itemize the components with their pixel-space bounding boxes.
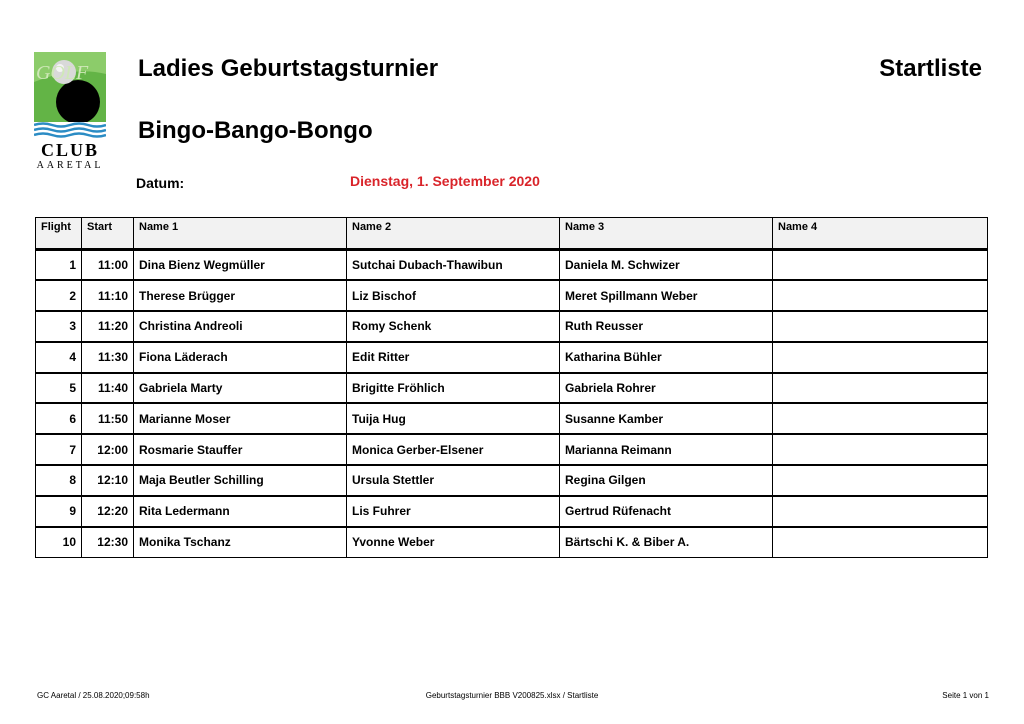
footer-author-timestamp: GC Aaretal / 25.08.2020;09:58h xyxy=(37,691,150,700)
name-4-cell xyxy=(773,342,988,373)
table-row xyxy=(36,280,988,311)
flight-cell: 2 xyxy=(36,280,82,311)
name-1-cell: Dina Bienz Wegmüller xyxy=(134,250,347,281)
column-header-name-1: Name 1 xyxy=(134,218,347,250)
table-row xyxy=(36,434,988,465)
footer-file-name: Geburtstagsturnier BBB V200825.xlsx / Startliste xyxy=(425,691,599,700)
name-4-cell xyxy=(773,373,988,404)
name-3-cell: Bärtschi K. & Biber A. xyxy=(560,527,773,558)
flight-cell: 6 xyxy=(36,403,82,434)
date-value: Dienstag, 1. September 2020 xyxy=(350,173,540,189)
column-header-name-3: Name 3 xyxy=(560,218,773,250)
name-2-cell: Sutchai Dubach-Thawibun xyxy=(347,250,560,281)
table-row xyxy=(36,311,988,342)
name-4-cell xyxy=(773,403,988,434)
name-4-cell xyxy=(773,311,988,342)
flight-cell: 3 xyxy=(36,311,82,342)
table-row xyxy=(36,342,988,373)
column-header-name-2: Name 2 xyxy=(347,218,560,250)
column-header-flight: Flight xyxy=(36,218,82,250)
name-1-cell: Christina Andreoli xyxy=(134,311,347,342)
table-row xyxy=(36,465,988,496)
start-time-cell: 12:00 xyxy=(82,434,134,465)
name-3-cell: Gabriela Rohrer xyxy=(560,373,773,404)
name-3-cell: Ruth Reusser xyxy=(560,311,773,342)
tournament-title: Ladies Geburtstagsturnier xyxy=(138,55,439,82)
name-4-cell xyxy=(773,250,988,281)
start-time-cell: 11:40 xyxy=(82,373,134,404)
logo-club-text: CLUB xyxy=(40,140,100,160)
start-list-table xyxy=(35,217,988,558)
name-1-cell: Rosmarie Stauffer xyxy=(134,434,347,465)
name-4-cell xyxy=(773,434,988,465)
name-3-cell: Gertrud Rüfenacht xyxy=(560,496,773,527)
name-4-cell xyxy=(773,465,988,496)
name-1-cell: Fiona Läderach xyxy=(134,342,347,373)
flight-cell: 1 xyxy=(36,250,82,281)
table-row xyxy=(36,373,988,404)
table-header-row xyxy=(36,218,988,250)
start-time-cell: 11:30 xyxy=(82,342,134,373)
column-header-name-4: Name 4 xyxy=(773,218,988,250)
column-header-start: Start xyxy=(82,218,134,250)
name-2-cell: Monica Gerber-Elsener xyxy=(347,434,560,465)
golf-club-aaretal-logo xyxy=(34,52,106,170)
flight-cell: 9 xyxy=(36,496,82,527)
start-time-cell: 11:50 xyxy=(82,403,134,434)
name-3-cell: Katharina Bühler xyxy=(560,342,773,373)
name-3-cell: Regina Gilgen xyxy=(560,465,773,496)
name-2-cell: Romy Schenk xyxy=(347,311,560,342)
name-2-cell: Brigitte Fröhlich xyxy=(347,373,560,404)
start-time-cell: 11:10 xyxy=(82,280,134,311)
flight-cell: 7 xyxy=(36,434,82,465)
start-time-cell: 12:30 xyxy=(82,527,134,558)
document-type-title: Startliste xyxy=(879,55,982,82)
flight-cell: 4 xyxy=(36,342,82,373)
name-1-cell: Therese Brügger xyxy=(134,280,347,311)
table-row xyxy=(36,250,988,281)
name-3-cell: Susanne Kamber xyxy=(560,403,773,434)
name-3-cell: Daniela M. Schwizer xyxy=(560,250,773,281)
flight-cell: 5 xyxy=(36,373,82,404)
logo-location-text: AARETAL xyxy=(36,160,104,170)
name-2-cell: Edit Ritter xyxy=(347,342,560,373)
start-time-cell: 11:20 xyxy=(82,311,134,342)
name-3-cell: Marianna Reimann xyxy=(560,434,773,465)
name-2-cell: Yvonne Weber xyxy=(347,527,560,558)
start-time-cell: 12:10 xyxy=(82,465,134,496)
name-4-cell xyxy=(773,527,988,558)
flight-cell: 10 xyxy=(36,527,82,558)
name-2-cell: Ursula Stettler xyxy=(347,465,560,496)
name-1-cell: Monika Tschanz xyxy=(134,527,347,558)
table-row xyxy=(36,403,988,434)
flight-cell: 8 xyxy=(36,465,82,496)
start-time-cell: 11:00 xyxy=(82,250,134,281)
name-4-cell xyxy=(773,280,988,311)
date-label: Datum: xyxy=(136,175,185,191)
name-3-cell: Meret Spillmann Weber xyxy=(560,280,773,311)
tournament-subtitle: Bingo-Bango-Bongo xyxy=(138,117,373,144)
name-4-cell xyxy=(773,496,988,527)
golf-logo-graphic xyxy=(34,52,106,170)
name-2-cell: Tuija Hug xyxy=(347,403,560,434)
footer-page-number: Seite 1 von 1 xyxy=(942,691,989,700)
name-1-cell: Gabriela Marty xyxy=(134,373,347,404)
start-time-cell: 12:20 xyxy=(82,496,134,527)
name-2-cell: Liz Bischof xyxy=(347,280,560,311)
table-row xyxy=(36,496,988,527)
name-1-cell: Maja Beutler Schilling xyxy=(134,465,347,496)
name-2-cell: Lis Fuhrer xyxy=(347,496,560,527)
name-1-cell: Rita Ledermann xyxy=(134,496,347,527)
logo-golf-text: GOLF xyxy=(36,62,89,84)
name-1-cell: Marianne Moser xyxy=(134,403,347,434)
table-row xyxy=(36,527,988,558)
